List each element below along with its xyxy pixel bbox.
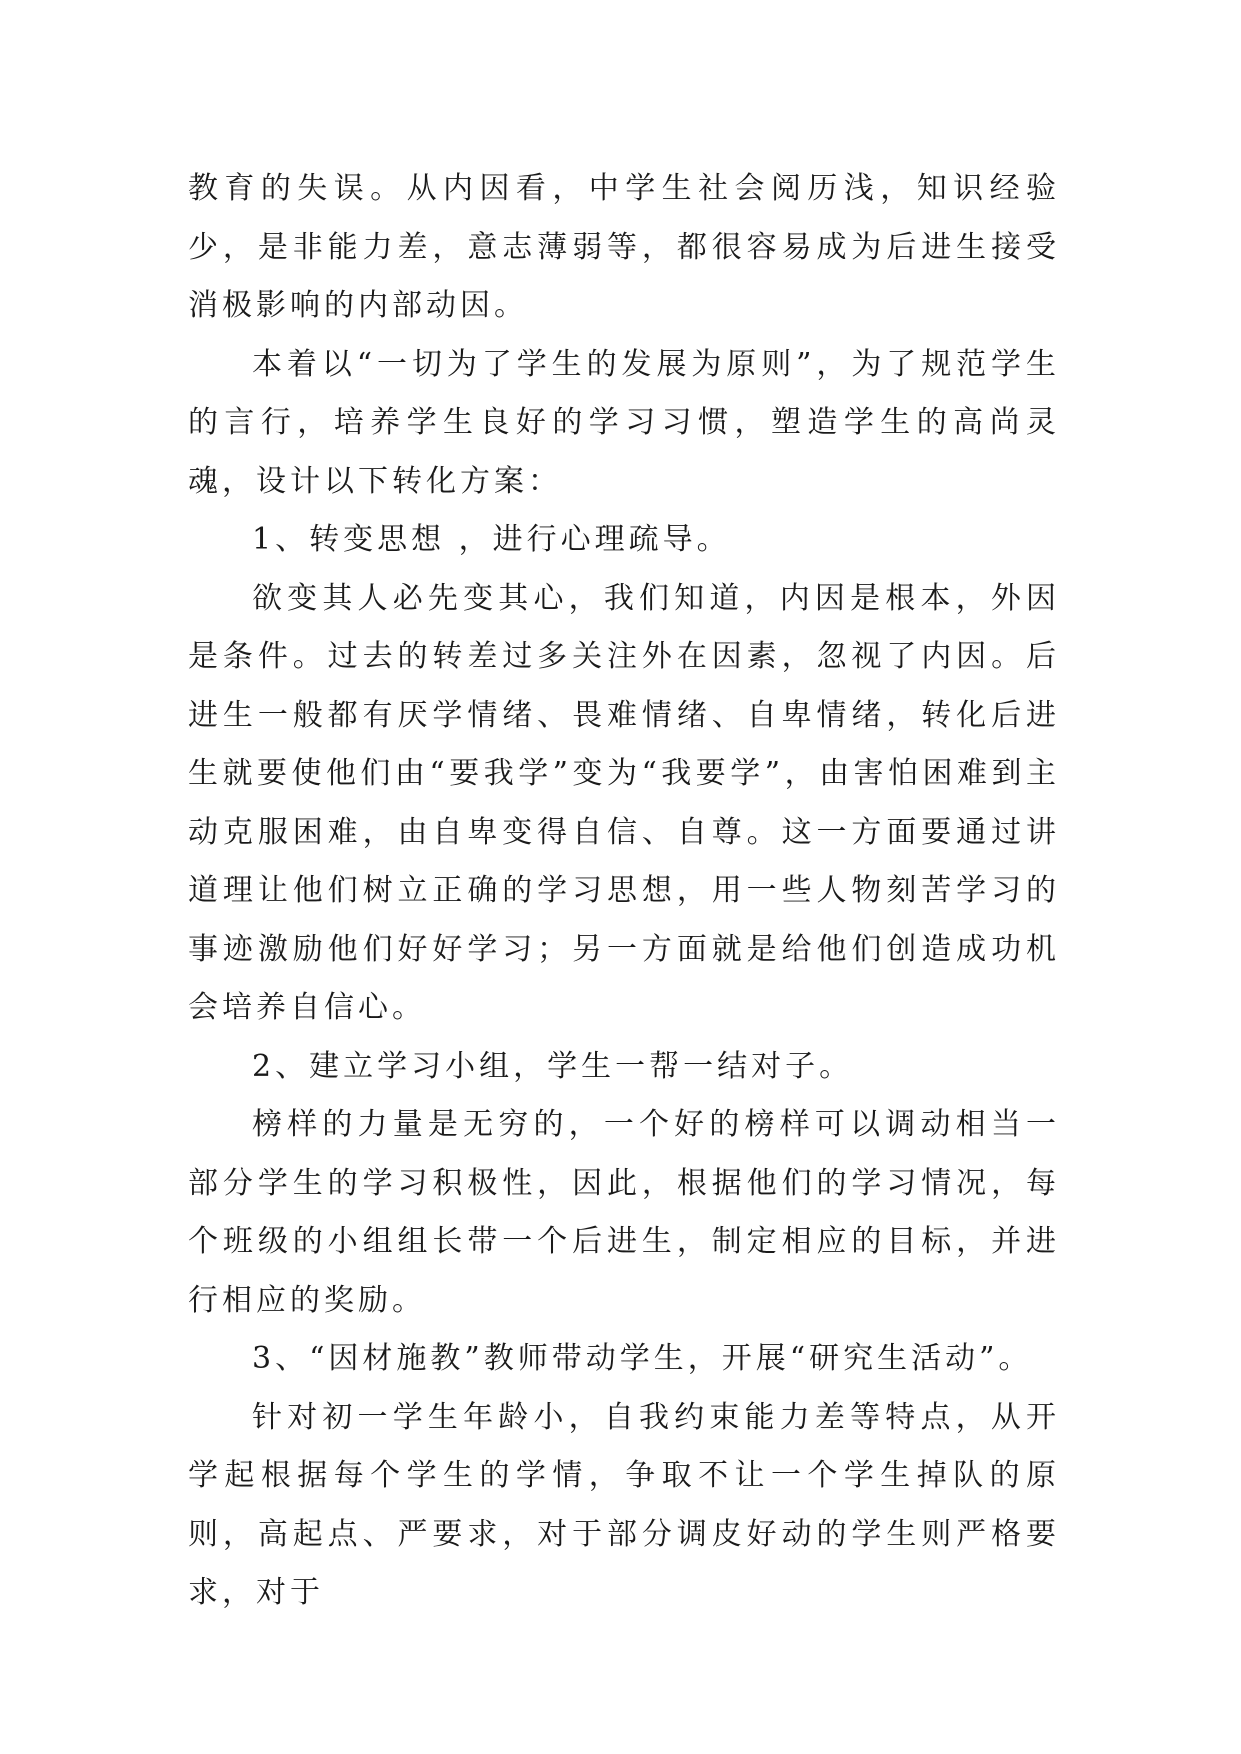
heading-item-2: 2、建立学习小组，学生一帮一结对子。 (252, 1048, 854, 1084)
paragraph-3: 欲变其人必先变其心，我们知道，内因是根本，外因是条件。过去的转差过多关注外在因素，忽视了内因。后进生一般都有厌学情绪、畏难情绪、自卑情绪，转化后进生就要使他们由“要我学”变为“我要学”，由害怕困难到主动克服困难，由自卑变得自信、自尊。这一方面要通过讲道理让他们树立正确的学习思想，用一些人物刻苦学习的事迹激励他们好好学习；另一方面就是给他们创造成功机会培养自信心。 (188, 580, 1060, 1025)
paragraph-2: 本着以“一切为了学生的发展为原则”，为了规范学生的言行，培养学生良好的学习习惯，塑造学生的高尚灵魂，设计以下转化方案： (188, 346, 1060, 499)
heading-item-3: 3、“因材施教”教师带动学生，开展“研究生活动”。 (252, 1341, 1033, 1376)
paragraph-4: 榜样的力量是无穷的，一个好的榜样可以调动相当一部分学生的学习积极性，因此，根据他们的学习情况，每个班级的小组组长带一个后进生，制定相应的目标，并进行相应的奖励。 (188, 1107, 1060, 1318)
paragraph-1: 教育的失误。从内因看，中学生社会阅历浅，知识经验少，是非能力差，意志薄弱等，都很容易成为后进生接受消极影响的内部动因。 (188, 171, 1060, 323)
document-body (188, 160, 1060, 1623)
heading-item-1: 1、转变思想 ，进行心理疏导。 (252, 522, 731, 557)
paragraph-5: 针对初一学生年龄小，自我约束能力差等特点，从开学起根据每个学生的学情，争取不让一个学生掉队的原则，高起点、严要求，对于部分调皮好动的学生则严格要求，对于 (188, 1399, 1060, 1610)
